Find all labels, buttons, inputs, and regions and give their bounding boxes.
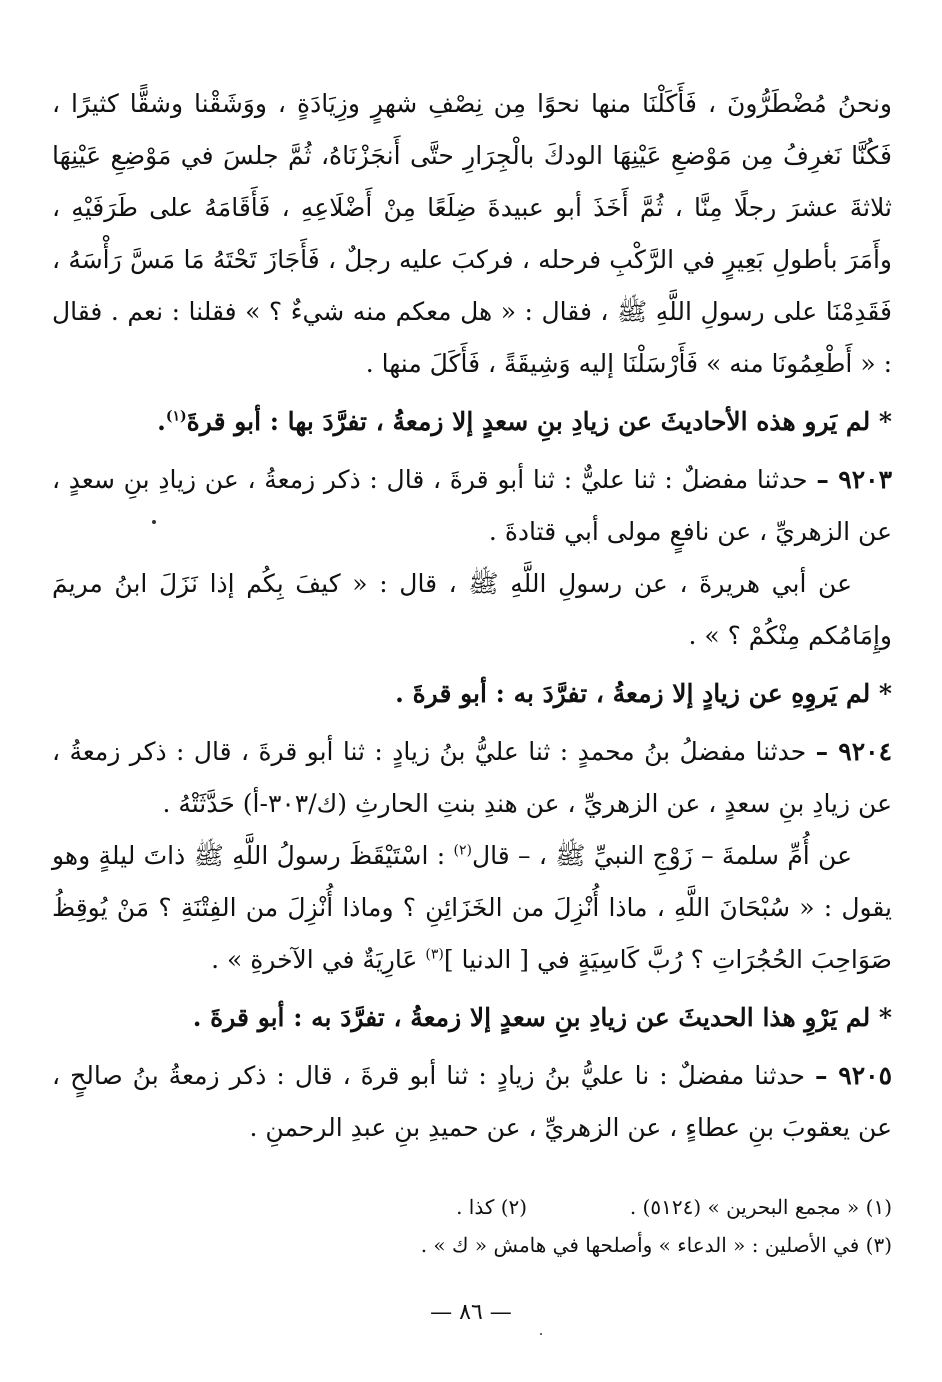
hadith-9203-isnad xyxy=(52,454,892,558)
paragraph-narrative: ونحنُ مُضْطَرُّونَ ، فَأَكَلْنَا منها نحوًا مِن نِصْفِ شهرٍ وزِيَادَةٍ ، ووَشَقْنا وشقًّا كثيرًا ، فَكُنَّا نَغرِفُ مِن مَوْضعِ عَيْنِهَا الودكَ بالْجِرَارِ حتَّى أَنجَزْنَاهُ، ثُمَّ جلسَ في مَوْضِعِ عَيْنِهَا ثلاثةَ عشرَ رجلًا مِنَّا ، ثُمَّ أَخَذَ أبو عبيدةَ ضِلَعًا مِنْ أَضْلَاعِهِ ، فَأَقَامَهُ على طَرَفَيْهِ ، وأَمَرَ بأطولِ بَعِيرٍ في الرَّكْبِ فرحله ، فركبَ عليه رجلٌ ، فَأَجَازَ تَحْتَهُ مَا مَسَّ رَأْسَهُ ، فَقَدِمْنَا على رسولِ اللَّهِ ﷺ ، فقال : « هل معكم منه شيءٌ ؟ » فقلنا : نعم . فقال : « أَطْعِمُونَا منه » فَأَرْسَلْنَا إليه وَشِيقَةً ، فَأَكَلَ منها . xyxy=(52,89,892,378)
hadith-9205-isnad xyxy=(52,1050,892,1154)
note-3 xyxy=(52,992,892,1044)
print-speck xyxy=(152,520,156,524)
footnote-ref-2: (٢) xyxy=(453,842,472,859)
footnote-3: (٣) في الأصلين : « الدعاء » وأصلحها في هامش « ك » . xyxy=(420,1233,892,1257)
page-body xyxy=(52,78,892,1154)
footnote-ref-1: (١) xyxy=(165,408,187,425)
note-3-text: لم يَرْوِ هذا الحديثَ عن زيادِ بنِ سعدٍ إلا زمعةُ ، تفرَّدَ به : أبو قرةَ . xyxy=(192,1003,871,1032)
footnote-row-1 xyxy=(52,1188,892,1226)
star-mark: * xyxy=(878,1003,892,1032)
note-2 xyxy=(52,668,892,720)
hadith-9204-isnad xyxy=(52,726,892,830)
hadith-9204-text xyxy=(52,830,892,986)
star-mark: * xyxy=(878,679,892,708)
hadith-9204-chain: حدثنا مفضلُ بنُ محمدٍ : ثنا عليُّ بنُ زيادٍ : ثنا أبو قرةَ ، قال : ذكر زمعةُ ، عن زيادِ بنِ سعدٍ ، عن الزهريِّ ، عن هندِ بنتِ الحارثِ (ك/٣٠٣-أ) حَدَّثَتْهُ . xyxy=(52,737,892,818)
hadith-9204-text-b: : اسْتَيْقَظَ رسولُ اللَّهِ ﷺ ذاتَ ليلةٍ وهو يقول : « سُبْحَانَ اللَّهِ ، ماذا أُنْزِلَ من الخَزَائِنِ ؟ وماذا أُنْزِلَ من الفِتْنَةِ ؟ مَنْ يُوقِظُ صَوَاحِبَ الحُجُرَاتِ ؟ رُبَّ كَاسِيَةٍ في [ الدنيا ] xyxy=(52,841,892,974)
hadith-number-9205: ٩٢٠٥ – xyxy=(815,1061,892,1090)
footnote-ref-3: (٣) xyxy=(425,946,444,963)
hadith-9204-text-c: عَارِيَةٌ في الآخرةِ » . xyxy=(211,945,418,974)
print-speck xyxy=(540,1333,542,1335)
hadith-9203-chain: حدثنا مفضلٌ : ثنا عليٌّ : ثنا أبو قرةَ ، قال : ذكر زمعةُ ، عن زيادِ بنِ سعدٍ ، عن الزهريِّ ، عن نافعٍ مولى أبي قتادةَ . xyxy=(52,465,892,546)
hadith-9205-chain: حدثنا مفضلٌ : نا عليُّ بنُ زيادٍ : ثنا أبو قرةَ ، قال : ذكر زمعةُ بنُ صالحٍ ، عن يعقوبَ بنِ عطاءٍ ، عن الزهريِّ ، عن حميدِ بنِ عبدِ الرحمنِ . xyxy=(52,1061,892,1142)
hadith-9203-text: عن أبي هريرةَ ، عن رسولِ اللَّهِ ﷺ ، قال : « كيفَ بِكُم إذا نَزَلَ ابنُ مريمَ وإِمَامُكم مِنْكُمْ ؟ » . xyxy=(52,569,892,650)
footnote-1: (١) « مجمع البحرين » (٥١٢٤) . xyxy=(629,1195,892,1219)
hadith-number-9203: ٩٢٠٣ – xyxy=(816,465,892,494)
footnote-2: (٢) كذا . xyxy=(456,1195,528,1219)
note-1: * لم يَرو هذه الأحاديثَ عن زيادِ بنِ سعدٍ إلا زمعةُ ، تفرَّدَ بها : أبو قرةَ$^{(١)}$. xyxy=(157,407,892,436)
star-mark: * xyxy=(878,407,892,436)
footnote-row-2 xyxy=(52,1226,892,1264)
footnotes xyxy=(52,1188,892,1264)
note-2-text: لم يَروِهِ عن زيادٍ إلا زمعةُ ، تفرَّدَ به : أبو قرةَ . xyxy=(395,679,871,708)
hadith-9204-text-a: عن أُمِّ سلمةَ – زَوْجِ النبيِّ ﷺ ، – قال xyxy=(471,841,853,870)
note-1-text: لم يَرو هذه الأحاديثَ عن زيادِ بنِ سعدٍ إلا زمعةُ ، تفرَّدَ بها : أبو قرةَ xyxy=(186,407,871,436)
page-number: — ٨٦ — xyxy=(430,1300,512,1325)
hadith-number-9204: ٩٢٠٤ – xyxy=(815,737,892,766)
